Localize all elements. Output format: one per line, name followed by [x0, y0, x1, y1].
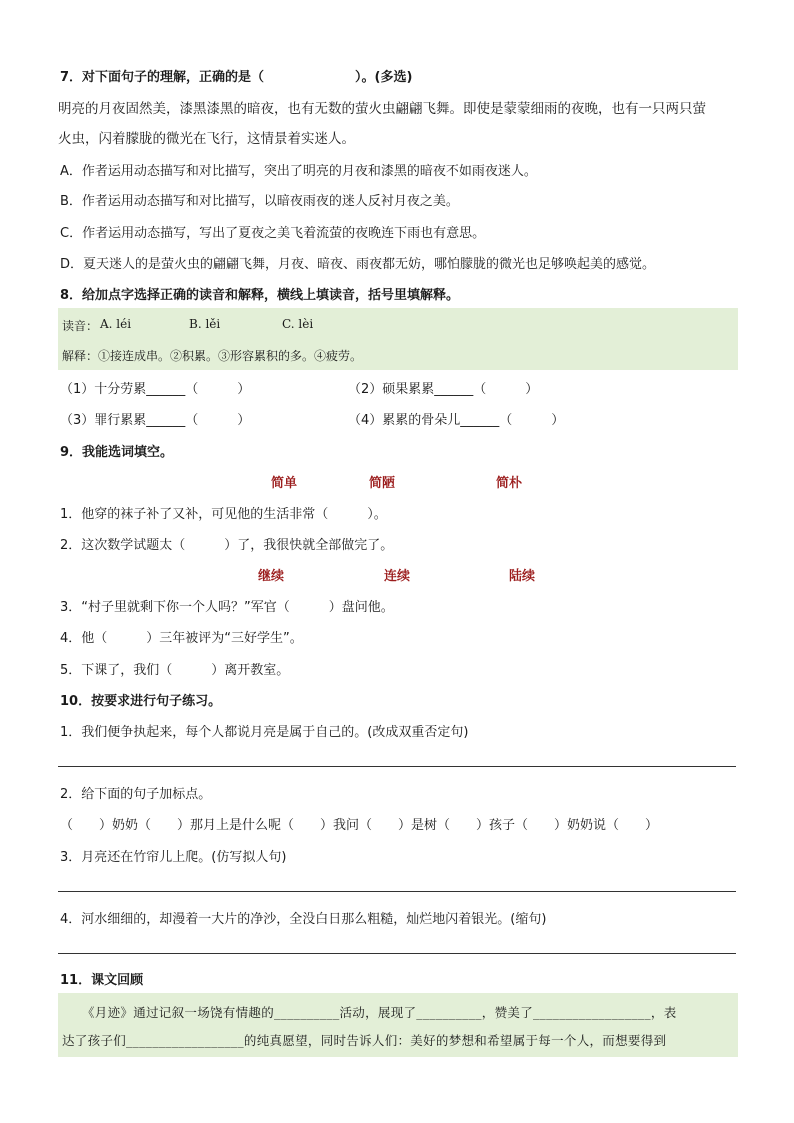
q10-answer-line-1[interactable] [58, 766, 736, 767]
q7-passage-line2: 火虫，闪着朦胧的微光在飞行，这情景着实迷人。 [58, 131, 355, 147]
q7-title: 7．对下面句子的理解，正确的是（ ）。(多选) [60, 70, 413, 85]
q8-item-1: （1）十分劳累______（ ） [60, 382, 251, 397]
q11-line-1: 《月迹》通过记叙一场饶有情趣的__________活动，展现了__________，赞美了__________________，表 [82, 1005, 677, 1020]
q11-review-box [58, 993, 738, 1057]
q9-word-jixu: 继续 [258, 569, 285, 584]
q7-option-b: B．作者运用动态描写和对比描写，以暗夜雨夜的迷人反衬月夜之美。 [60, 194, 459, 209]
q7-option-a: A．作者运用动态描写和对比描写，突出了明亮的月夜和漆黑的暗夜不如雨夜迷人。 [60, 164, 537, 179]
q10-answer-line-3[interactable] [58, 891, 736, 892]
q9-item-2: 2．这次数学试题太（ ）了，我很快就全部做完了。 [60, 538, 394, 553]
q9-item-5: 5．下课了，我们（ ）离开教室。 [60, 663, 290, 678]
q9-item-4: 4．他（ ）三年被评为“三好学生”。 [60, 631, 303, 646]
q8-reading-label: 读音： [62, 319, 99, 333]
q8-reading-a: A. léi [100, 317, 132, 331]
q7-option-d: D．夏天迷人的是萤火虫的翩翩飞舞，月夜、暗夜、雨夜都无妨，哪怕朦胧的微光也足够唤起美的感觉。 [60, 257, 656, 272]
q7-option-c: C．作者运用动态描写，写出了夏夜之美飞着流萤的夜晚连下雨也有意思。 [60, 226, 486, 241]
q9-title: 9．我能选词填空。 [60, 445, 174, 460]
q9-word-luxu: 陆续 [509, 569, 536, 584]
q9-word-jianlou: 简陋 [369, 476, 396, 491]
q11-title: 11．课文回顾 [60, 973, 144, 988]
q11-line-2: 达了孩子们__________________的纯真愿望，同时告诉人们：美好的梦想和希望属于每一个人，而想要得到 [62, 1033, 667, 1048]
q9-item-3: 3．“村子里就剩下你一个人吗？”军官（ ）盘问他。 [60, 600, 394, 615]
q7-passage-line1: 明亮的月夜固然美，漆黑漆黑的暗夜，也有无数的萤火虫翩翩飞舞。即使是蒙蒙细雨的夜晚，也有一只两只萤 [58, 101, 706, 117]
q9-word-jianpu: 简朴 [496, 476, 523, 491]
q10-item-2-sentence: （ ）奶奶（ ）那月上是什么呢（ ）我问（ ）是树（ ）孩子（ ）奶奶说（ ） [60, 818, 659, 833]
q9-word-lianxu: 连续 [384, 569, 411, 584]
q8-item-3: （3）罪行累累______（ ） [60, 413, 251, 428]
q8-item-4: （4）累累的骨朵儿______（ ） [348, 413, 565, 428]
q8-item-2: （2）硕果累累______（ ） [348, 382, 539, 397]
q8-meaning-line: 解释：①接连成串。②积累。③形容累积的多。④疲劳。 [62, 349, 363, 363]
q8-title: 8．给加点字选择正确的读音和解释，横线上填读音，括号里填解释。 [60, 288, 460, 303]
q10-item-1: 1．我们便争执起来，每个人都说月亮是属于自己的。(改成双重否定句) [60, 725, 469, 740]
q8-reading-box [58, 308, 738, 370]
q10-item-4: 4．河水细细的，却漫着一大片的净沙，全没白日那么粗糙，灿烂地闪着银光。(缩句) [60, 912, 547, 927]
q10-answer-line-4[interactable] [58, 953, 736, 954]
q9-item-1: 1．他穿的袜子补了又补，可见他的生活非常（ ）。 [60, 507, 387, 522]
q8-reading-b: B. lěi [189, 317, 221, 331]
q10-item-2: 2．给下面的句子加标点。 [60, 787, 212, 802]
q9-word-jiandan: 简单 [271, 476, 298, 491]
q10-item-3: 3．月亮还在竹帘儿上爬。(仿写拟人句) [60, 850, 287, 865]
q8-reading-c: C. lèi [282, 317, 314, 331]
q10-title: 10．按要求进行句子练习。 [60, 694, 222, 709]
